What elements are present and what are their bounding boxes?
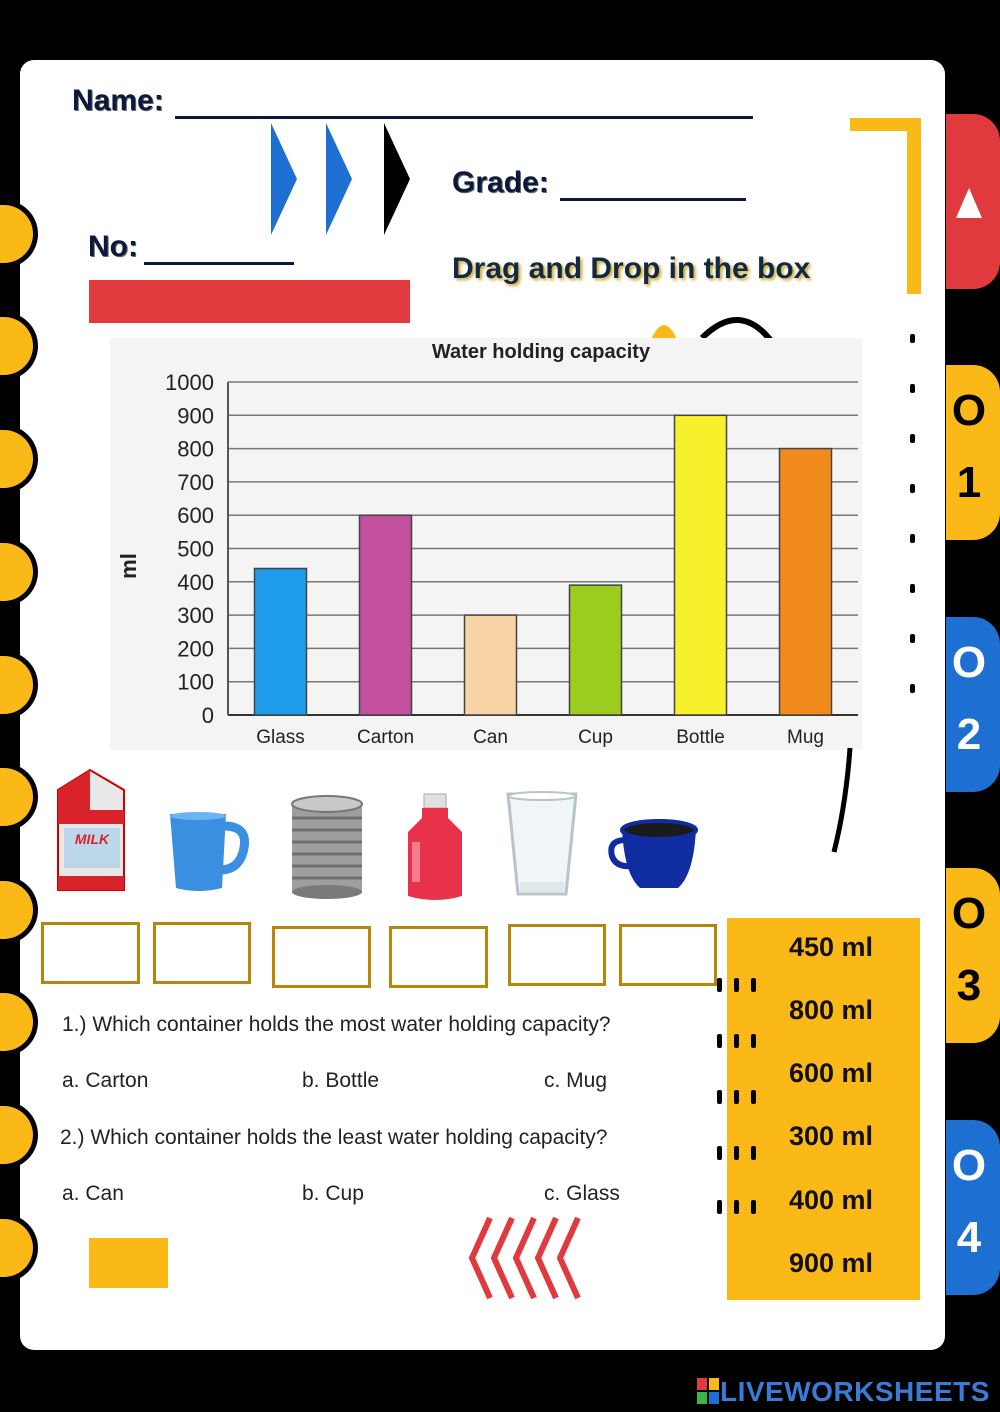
chart-x-tick-label: Glass: [256, 727, 305, 748]
up-arrow-icon: [946, 114, 992, 289]
chart-bar-glass: [255, 568, 307, 715]
choice-800[interactable]: 800 ml: [789, 995, 874, 1025]
chart-y-tick-label: 200: [177, 636, 214, 662]
instruction-text: Drag and Drop in the box: [452, 252, 811, 285]
answer-drop-box-5[interactable]: [508, 924, 606, 986]
chart-bar-bottle: [675, 415, 727, 715]
tab-01[interactable]: [946, 365, 1000, 540]
no-label: No:: [88, 230, 138, 263]
dot-icon: [910, 434, 915, 443]
dot-icon: [910, 384, 915, 393]
question-2-option-b[interactable]: b. Cup: [302, 1182, 364, 1205]
milk-carton-icon[interactable]: [50, 766, 130, 898]
red-decor-bar: [89, 280, 410, 323]
question-1-option-b[interactable]: b. Bottle: [302, 1069, 380, 1092]
grade-label: Grade:: [452, 166, 549, 199]
glass-icon[interactable]: [504, 790, 580, 900]
chart-y-tick-label: 1000: [165, 370, 214, 395]
tab-digit-2: 2: [956, 710, 982, 759]
red-bottle-icon[interactable]: [402, 792, 468, 906]
chevron-right-icon: [271, 123, 297, 235]
chart-bar-mug: [780, 449, 832, 715]
chart-y-tick-label: 900: [177, 403, 214, 429]
chart-y-tick-label: 500: [177, 536, 214, 562]
dot-pattern-icon: [712, 976, 762, 1216]
svg-text:MILK: MILK: [74, 831, 110, 847]
answer-drop-box-1[interactable]: [41, 922, 140, 984]
name-label: Name:: [72, 84, 164, 117]
chart-y-tick-label: 0: [201, 703, 214, 728]
chart-y-tick-label: 400: [177, 569, 214, 595]
question-1-option-c[interactable]: c. Mug: [544, 1069, 608, 1092]
tab-02[interactable]: [946, 617, 1000, 792]
chart-y-tick-label: 100: [177, 669, 214, 695]
chart-x-tick-label: Carton: [356, 727, 415, 748]
corner-bracket-icon: [850, 118, 922, 298]
tab-digit-1: O: [951, 889, 987, 938]
tab-digit-2: 4: [956, 1213, 982, 1262]
choice-450[interactable]: 450 ml: [789, 932, 874, 962]
choice-900[interactable]: 900 ml: [789, 1248, 874, 1278]
answer-drop-box-2[interactable]: [153, 922, 251, 984]
dot-icon: [910, 684, 915, 693]
curve-stroke-icon: [826, 744, 856, 856]
chart-y-tick-label: 700: [177, 469, 214, 495]
chevron-right-icon: [326, 123, 352, 235]
blue-mug-icon[interactable]: [164, 808, 252, 896]
chart-y-tick-label: 300: [177, 603, 214, 629]
chart-x-tick-label: Mug: [787, 727, 824, 748]
coffee-cup-icon[interactable]: [608, 818, 704, 896]
chart-bar-cup: [570, 585, 622, 715]
chart-y-tick-label: 800: [177, 436, 214, 462]
question-2: 2.) Which container holds the least water holding capacity?: [60, 1126, 608, 1149]
red-chevrons-icon: [466, 1214, 586, 1304]
tab-top[interactable]: [946, 114, 1000, 289]
question-1-option-a[interactable]: a. Carton: [62, 1069, 149, 1092]
answer-drop-box-3[interactable]: [272, 926, 371, 988]
chart-x-tick-label: Bottle: [676, 727, 725, 748]
yellow-decor-square: [89, 1238, 168, 1288]
tab-digit-2: 3: [956, 961, 982, 1010]
tab-digit-1: O: [951, 1141, 987, 1190]
question-1: 1.) Which container holds the most water holding capacity?: [62, 1013, 611, 1036]
chart-y-tick-label: 600: [177, 503, 214, 529]
tin-can-icon[interactable]: [288, 794, 366, 902]
tab-digit-1: O: [951, 638, 987, 687]
name-line: [175, 116, 753, 119]
chart-bar-carton: [360, 515, 412, 715]
dot-icon: [910, 634, 915, 643]
chart-x-tick-label: Cup: [578, 727, 613, 748]
no-line: [144, 262, 294, 265]
answer-drop-box-4[interactable]: [389, 926, 488, 988]
choice-400[interactable]: 400 ml: [789, 1185, 874, 1215]
tab-03[interactable]: [946, 868, 1000, 1043]
tab-04[interactable]: [946, 1120, 1000, 1295]
liveworksheets-logo-icon: [697, 1378, 719, 1404]
chart-title: Water holding capacity: [431, 341, 651, 363]
water-capacity-chart: [110, 338, 862, 750]
dot-icon: [910, 484, 915, 493]
dot-icon: [910, 584, 915, 593]
question-2-option-c[interactable]: c. Glass: [544, 1182, 620, 1205]
chart-bar-can: [465, 615, 517, 715]
footer-brand: LIVEWORKSHEETS: [720, 1376, 990, 1407]
answer-drop-box-6[interactable]: [619, 924, 717, 986]
chart-x-tick-label: Can: [473, 727, 508, 748]
tab-digit-1: O: [951, 386, 987, 435]
chart-y-axis-label: ml: [116, 553, 141, 579]
tab-digit-2: 1: [956, 458, 982, 507]
choice-300[interactable]: 300 ml: [789, 1121, 874, 1151]
question-2-option-a[interactable]: a. Can: [62, 1182, 124, 1205]
dot-icon: [910, 334, 915, 343]
dot-icon: [910, 534, 915, 543]
chevron-right-icon: [384, 123, 410, 235]
choice-600[interactable]: 600 ml: [789, 1058, 874, 1088]
grade-line: [560, 198, 746, 201]
